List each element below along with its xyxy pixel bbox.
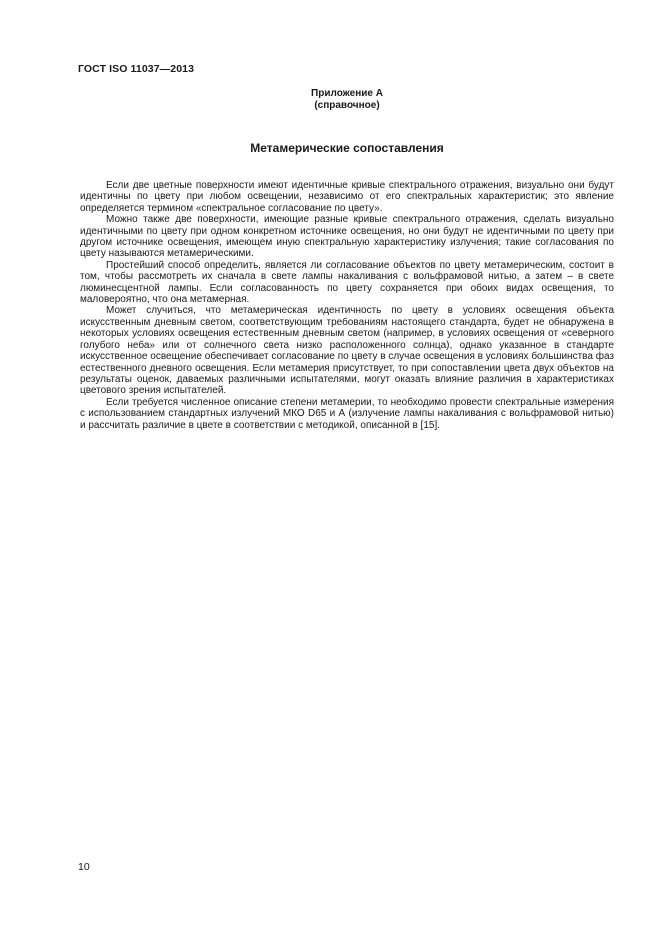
- appendix-title: Приложение А: [311, 88, 383, 99]
- document-header: ГОСТ ISO 11037—2013: [78, 63, 195, 75]
- appendix-subtitle: (справочное): [314, 100, 380, 111]
- page-number: 10: [78, 861, 90, 873]
- appendix-heading: [80, 88, 614, 112]
- paragraph: Простейший способ определить, является ли согласование объектов по цвету метамерическим, состоит в том, чтобы рассмотреть их сначала в свете лампы накаливания с вольфрамовой нитью, а затем – в свете люминесцентной лампы. Если согласованность по цвету сохраняется при обоих видах освещения, то маловероятно, что она метамерная.: [80, 259, 614, 306]
- body-text: [80, 180, 614, 431]
- paragraph: Можно также две поверхности, имеющие разные кривые спектрального отражения, сделать визуально идентичными по цвету при одном конкретном источнике освещения, но они будут не идентичными по цвету при другом источнике освещения, имеющем иную спектральную характеристику излучения; такие согласования по цвету называются метамерическими.: [80, 214, 614, 260]
- paragraph: Может случиться, что метамерическая идентичность по цвету в условиях освещения объекта искусственным дневным светом, соответствующим требованиям настоящего стандарта, будет не обнаружена в некоторых условиях освещения естественным дневным светом (например, в условиях освещения от «северного голубого неба» или от солнечного света низко расположенного солнца), однако указанное в стандарте искусственное освещение обеспечивает согласование по цвету в случае освещения в условиях большинства фаз естественного дневного освещения. Если метамерия присутствует, то при сопоставлении цвета двух объектов на результаты оценок, даваемых различными испытателями, могут оказать влияние различия в характеристиках цветового зрения испытателей.: [80, 305, 614, 397]
- paragraph: Если две цветные поверхности имеют идентичные кривые спектрального отражения, визуально они будут идентичны по цвету при любом освещении, независимо от его спектральных характеристик; это явление определяется термином «спектральное согласование по цвету».: [80, 180, 614, 214]
- section-title: Метамерические сопоставления: [250, 141, 444, 155]
- paragraph: Если требуется численное описание степени метамерии, то необходимо провести спектральные измерения с использованием стандартных излучений МКО D65 и А (излучение лампы накаливания с вольфрамовой нитью) и рассчитать различие в цвете в соответствии с методикой, описанной в [15].: [80, 396, 614, 431]
